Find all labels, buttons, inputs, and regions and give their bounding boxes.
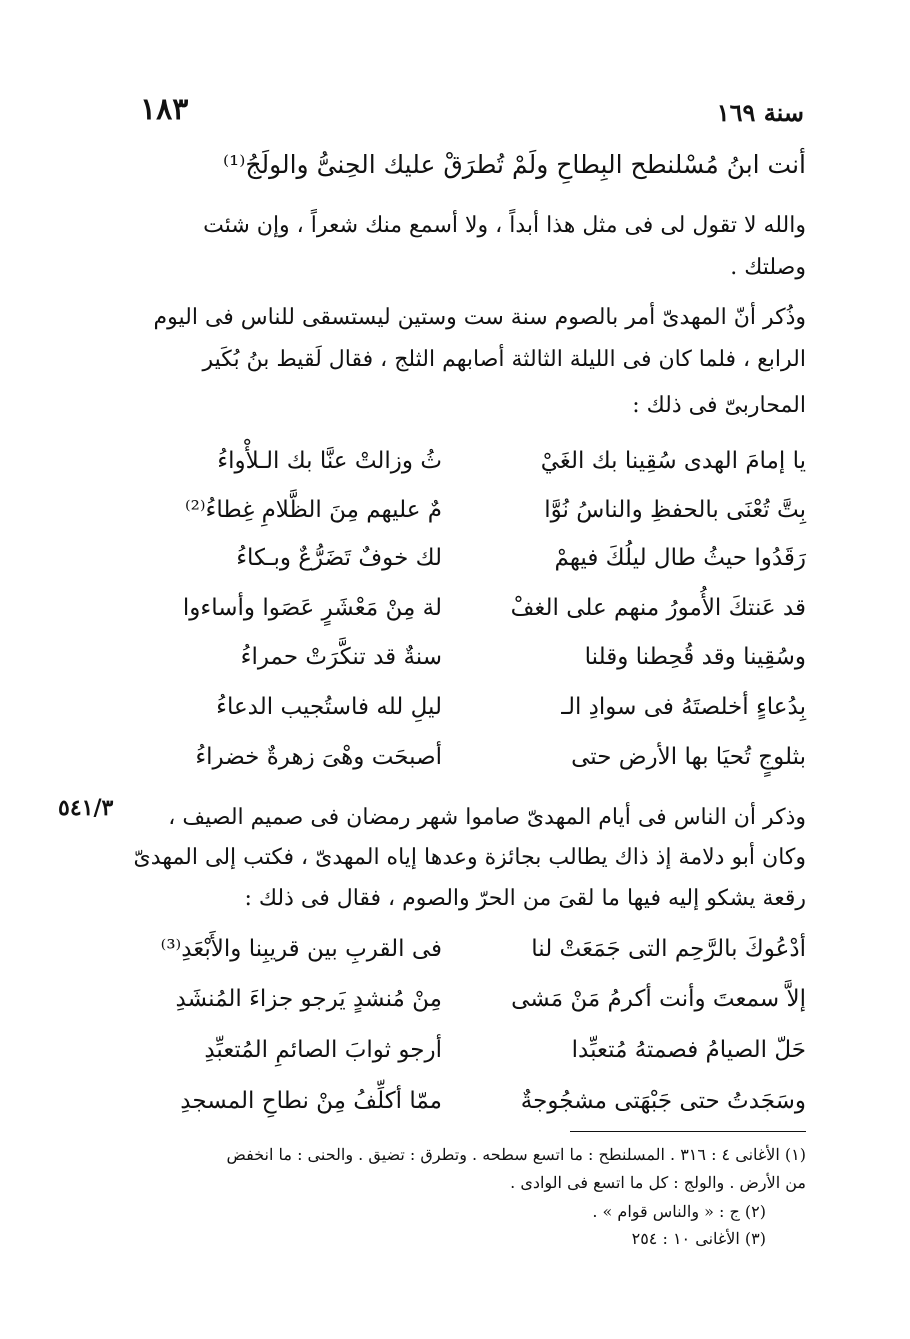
verse-second-hemistich: لة مِنْ مَعْشَرٍ عَصَوا وأساءوا: [182, 595, 442, 621]
verse-second-hemistich: سنةٌ قد تنكَّرَتْ حمراءُ: [240, 644, 442, 670]
running-header-year: سنة ١٦٩: [716, 98, 804, 127]
margin-reference: ٥٤١/٣: [58, 795, 114, 821]
verse-first-hemistich: يا إمامَ الهدى سُقِينا بك الغَيْ: [540, 448, 806, 474]
prose-line: وكان أبو دلامة إذ ذاك يطالب بجائزة وعدها إياه المهدىّ ، فكتب إلى المهدىّ: [133, 845, 806, 870]
verse-second-hemistich: أصبحَت وهْىَ زهرةٌ خضراءُ: [195, 744, 442, 770]
prose-line: الرابع ، فلما كان فى الليلة الثالثة أصابهم الثلج ، فقال لَقيط بنُ بُكَير: [202, 347, 806, 372]
verse-second-hemistich: أرجو ثوابَ الصائمِ المُتعبِّدِ: [204, 1037, 442, 1063]
verse-first-hemistich: بِدُعاءٍ أخلصتَهُ فى سوادِ الـ: [561, 694, 806, 720]
verse-second-hemistich: مٌ عليهم مِنَ الظَّلامِ غِطاءُ⁽²⁾: [185, 497, 442, 523]
verse-first-hemistich: أدْعُوكَ بالرَّحِم التى جَمَعَتْ لنا: [531, 936, 806, 962]
prose-line: وذُكر أنّ المهدىّ أمر بالصوم سنة ست وستين ليستسقى للناس فى اليوم: [153, 305, 806, 330]
verse-second-hemistich: ثُ وزالتْ عنَّا بك الـلأْواءُ: [217, 448, 442, 474]
footnote-1: (١) الأغانى ٤ : ٣١٦ . المسلنطح : ما اتسع سطحه . وتطرق : تضيق . والحنى : ما انخفض: [226, 1145, 806, 1164]
opening-verse: أنت ابنُ مُسْلنطح البِطاحِ ولَمْ تُطرَقْ عليك الحِنىُّ والولَجُ⁽¹⁾: [223, 150, 806, 179]
prose-line: والله لا تقول لى فى مثل هذا أبداً ، ولا أسمع منك شعراً ، وإن شئت: [203, 213, 806, 238]
footnote-3: (٣) الأغانى ١٠ : ٢٥٤: [631, 1229, 766, 1248]
prose-line: رقعة يشكو إليه فيها ما لقىَ من الحرّ والصوم ، فقال فى ذلك :: [244, 886, 806, 911]
verse-first-hemistich: وسَجَدتُ حتى جَبْهَتى مشجُوجةٌ: [520, 1088, 806, 1114]
prose-line: وصلتك .: [730, 255, 806, 280]
verse-first-hemistich: إلاَّ سمعتَ وأنت أكرمُ مَنْ مَشى: [511, 986, 806, 1012]
footnote-rule: [570, 1131, 806, 1132]
footnote-1-continued: من الأرض . والولج : كل ما اتسع فى الوادى .: [510, 1173, 806, 1192]
verse-first-hemistich: رَقَدُوا حيثُ طال ليلُكَ فيهمْ: [554, 545, 806, 571]
verse-second-hemistich: فى القربِ بين قريبِنا والأَبْعَدِ⁽³⁾: [160, 936, 442, 962]
verse-second-hemistich: مِنْ مُنشدٍ يَرجو جزاءَ المُنشَدِ: [175, 986, 442, 1012]
prose-line: المحاربىّ فى ذلك :: [632, 393, 806, 418]
verse-second-hemistich: لك خوفٌ تَضَرُّعٌ وبـكاءُ: [236, 545, 442, 571]
verse-first-hemistich: وسُقِينا وقد قُحِطنا وقلنا: [584, 644, 806, 670]
page-number: ١٨٣: [140, 92, 189, 127]
prose-line: وذكر أن الناس فى أيام المهدىّ صاموا شهر رمضان فى صميم الصيف ،: [168, 805, 806, 830]
verse-second-hemistich: ليلِ لله فاستُجيب الدعاءُ: [216, 694, 442, 720]
verse-first-hemistich: قد عَنتكَ الأُمورُ منهم على الغفْ: [510, 595, 806, 621]
footnote-2: (٢) ج : « والناس قوام » .: [592, 1202, 766, 1221]
verse-first-hemistich: بِتَّ تُعْنَى بالحفظِ والناسُ نُوَّا: [544, 497, 806, 523]
verse-first-hemistich: بثلوجٍ تُحيَا بها الأرض حتى: [571, 744, 806, 770]
verse-first-hemistich: حَلّ الصيامُ فصمتهُ مُتعبِّدا: [571, 1037, 806, 1063]
verse-second-hemistich: ممّا أكلِّفُ مِنْ نطاحِ المسجدِ: [180, 1088, 442, 1114]
